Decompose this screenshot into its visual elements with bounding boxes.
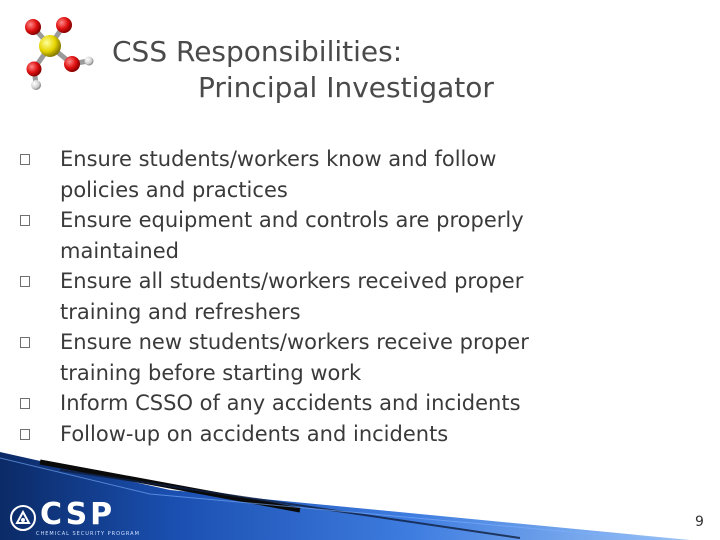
- bullet-text-line-2: maintained: [60, 238, 179, 263]
- bullet-item: [20, 144, 620, 205]
- bullet-item: [20, 205, 620, 266]
- bullet-item: [20, 419, 620, 450]
- bullet-text-line-2: training and refreshers: [60, 299, 301, 324]
- bullet-item: [20, 388, 620, 419]
- csp-logo-tagline: CHEMICAL SECURITY PROGRAM: [36, 531, 140, 537]
- checkbox-bullet-icon: [20, 398, 30, 409]
- slide-title: [112, 34, 552, 106]
- bullet-text-line-1: Inform CSSO of any accidents and incidents: [60, 391, 521, 415]
- bullet-text-line-2: policies and practices: [60, 177, 288, 202]
- bullet-text-line-1: Follow-up on accidents and incidents: [60, 421, 449, 446]
- bullet-item: [20, 327, 620, 388]
- checkbox-bullet-icon: [20, 215, 30, 226]
- checkbox-bullet-icon: [20, 429, 30, 440]
- bullet-text-line-1: Ensure new students/workers receive proper: [60, 330, 529, 354]
- checkbox-bullet-icon: [20, 276, 30, 287]
- page-number: 9: [695, 514, 704, 530]
- title-line-2: Principal Investigator: [198, 71, 494, 104]
- bullet-text-line-2: training before starting work: [60, 360, 362, 385]
- bullet-list: [20, 144, 620, 449]
- bullet-text-line-1: Ensure students/workers know and follow: [60, 147, 497, 171]
- bullet-item: [20, 266, 620, 327]
- checkbox-bullet-icon: [20, 154, 30, 165]
- csp-logo-text: CSP: [40, 497, 116, 532]
- molecule-icon: [14, 14, 104, 94]
- title-line-1: CSS Responsibilities:: [112, 35, 403, 68]
- bullet-text-line-1: Ensure equipment and controls are properly: [60, 208, 524, 232]
- checkbox-bullet-icon: [20, 337, 30, 348]
- bullet-text-line-1: Ensure all students/workers received proper: [60, 269, 524, 293]
- csp-logo-icon: [8, 503, 38, 533]
